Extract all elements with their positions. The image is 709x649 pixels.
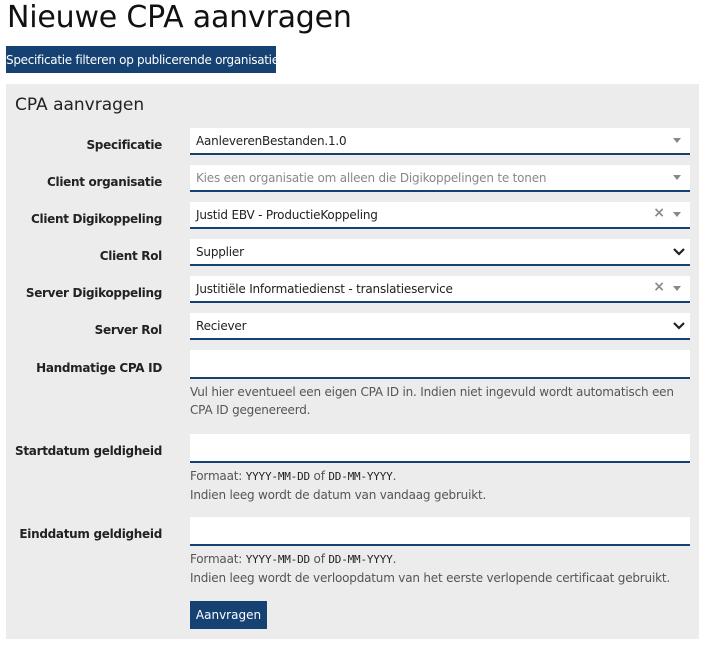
startdatum-help-line: Indien leeg wordt de datum van vandaag gebruikt. [190, 488, 487, 502]
format-dot: . [392, 552, 397, 566]
server-digikoppeling-select[interactable] [190, 276, 690, 303]
einddatum-help [190, 550, 690, 587]
page-title: Nieuwe CPA aanvragen [7, 0, 352, 35]
server-rol-label: Server Rol [94, 323, 162, 337]
format-dmy: DD-MM-YYYY [328, 553, 393, 566]
client-organisatie-placeholder: Kies een organisatie om alleen die Digikoppelingen te tonen [196, 171, 547, 185]
format-iso: YYYY-MM-DD [245, 470, 310, 483]
einddatum-input[interactable] [190, 517, 690, 546]
format-prefix: Formaat: [190, 469, 246, 483]
startdatum-label: Startdatum geldigheid [15, 444, 162, 458]
format-dot: . [392, 469, 397, 483]
clear-icon[interactable]: × [653, 205, 665, 221]
einddatum-help-line: Indien leeg wordt de verloopdatum van het eerste verlopende certificaat gebruikt. [190, 571, 670, 585]
aanvragen-button[interactable]: Aanvragen [190, 601, 267, 629]
format-dmy: DD-MM-YYYY [328, 470, 393, 483]
specificatie-select[interactable] [190, 128, 690, 155]
client-rol-value: Supplier [196, 245, 244, 259]
server-rol-value: Reciever [196, 319, 247, 333]
client-digikoppeling-value: Justid EBV - ProductieKoppeling [196, 208, 378, 222]
cpa-id-label: Handmatige CPA ID [36, 361, 162, 375]
cpa-id-help: Vul hier eventueel een eigen CPA ID in. Indien niet ingevuld wordt automatisch een CPA ID gegenereerd. [190, 385, 674, 417]
format-iso: YYYY-MM-DD [245, 553, 310, 566]
server-digikoppeling-value: Justitiële Informatiedienst - translatieservice [196, 282, 453, 296]
format-or: of [309, 552, 329, 566]
specificatie-label: Specificatie [86, 138, 162, 152]
client-organisatie-select[interactable] [190, 165, 690, 192]
client-rol-label: Client Rol [99, 249, 162, 263]
caret-down-icon[interactable] [673, 138, 681, 143]
client-digikoppeling-select[interactable] [190, 202, 690, 229]
einddatum-label: Einddatum geldigheid [19, 527, 162, 541]
format-or: of [309, 469, 329, 483]
client-rol-select[interactable] [190, 239, 690, 266]
specificatie-value: AanleverenBestanden.1.0 [196, 134, 347, 148]
form-title: CPA aanvragen [15, 95, 145, 115]
caret-down-icon[interactable] [673, 175, 681, 180]
server-digikoppeling-label: Server Digikoppeling [25, 286, 162, 300]
format-prefix: Formaat: [190, 552, 246, 566]
client-organisatie-label: Client organisatie [47, 175, 162, 189]
clear-icon[interactable]: × [653, 279, 665, 295]
chevron-down-icon [672, 246, 686, 258]
client-digikoppeling-label: Client Digikoppeling [31, 212, 162, 226]
caret-down-icon[interactable] [673, 212, 681, 217]
caret-down-icon[interactable] [673, 286, 681, 291]
startdatum-help [190, 467, 690, 504]
server-rol-select[interactable] [190, 313, 690, 340]
startdatum-input[interactable] [190, 434, 690, 463]
cpa-request-form [6, 84, 699, 639]
filter-specification-button[interactable]: Specificatie filteren op publicerende organisatie [6, 46, 276, 73]
chevron-down-icon [672, 320, 686, 332]
cpa-id-input[interactable] [190, 350, 690, 379]
